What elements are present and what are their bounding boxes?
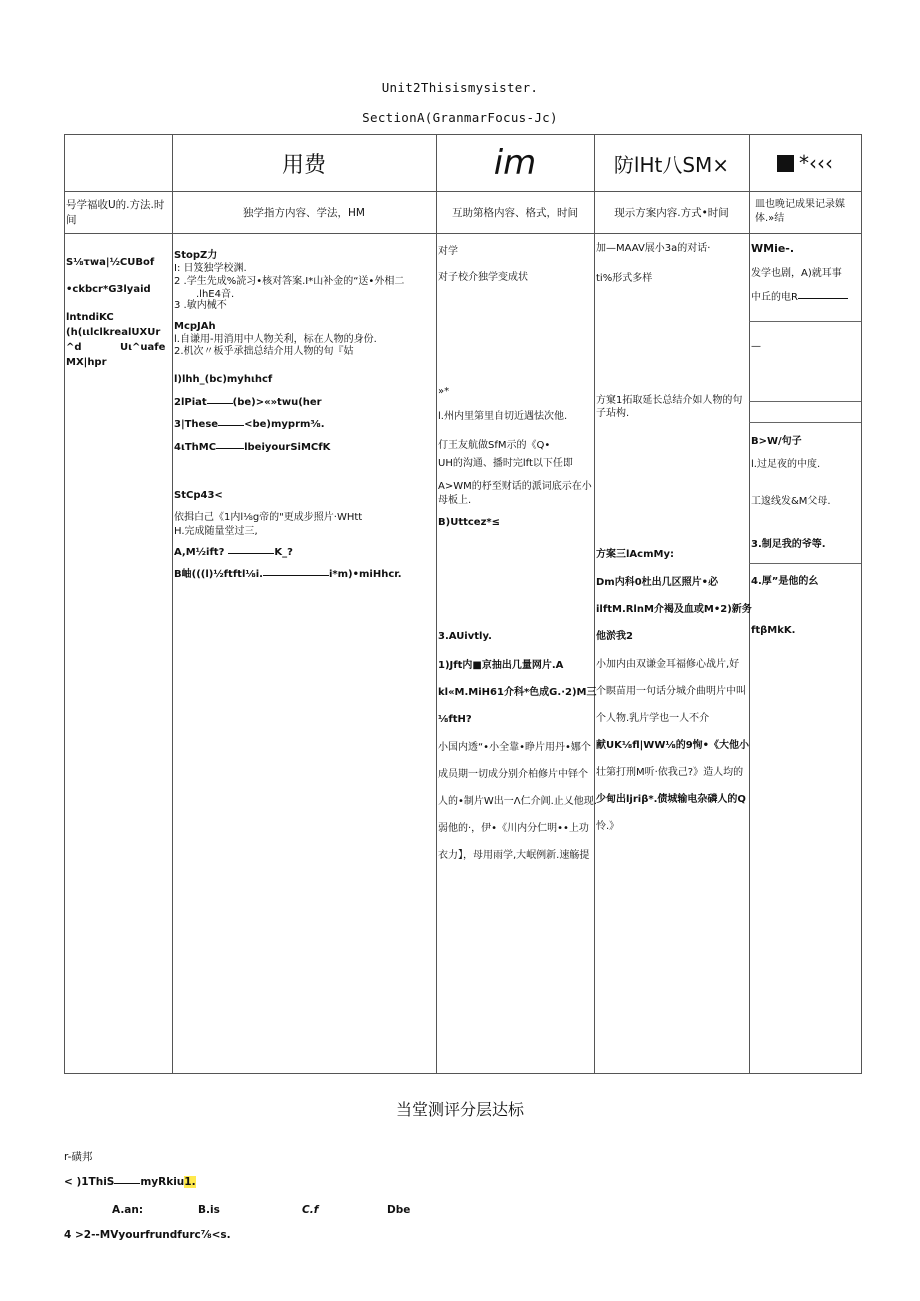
section-title: 当堂测评分层达标 xyxy=(395,1100,524,1119)
document-subtitle: SectionA(GranmarFocus-Jc) xyxy=(362,110,558,125)
header2-cell-1: 号学福收U的.方法.时间 xyxy=(66,199,165,226)
header2-cell-3: 互助第格内容、格式，时间 xyxy=(452,206,578,219)
option-b: B.is xyxy=(198,1204,220,1216)
header-cell-2: 用费 xyxy=(281,152,326,178)
option-c: C.f xyxy=(302,1204,319,1216)
document-title: Unit2Thisismysister. xyxy=(381,80,539,95)
header-cell-3: im xyxy=(493,143,537,183)
section-label: r-磺邦 xyxy=(64,1151,93,1163)
question-2: 4 >2--MVyourfrundfurc⅞<s. xyxy=(64,1229,231,1241)
header2-cell-5: 皿也晚记成果记录媒体.»结 xyxy=(755,199,845,224)
header-cell-5: *‹‹‹ xyxy=(749,135,861,191)
option-d: Dbe xyxy=(387,1204,411,1216)
header2-cell-2: 独学指方内容、学法，HM xyxy=(243,206,365,219)
header-cell-4: 防lHt八SM× xyxy=(613,152,730,177)
header2-cell-4: 现示方案内容.方式•时间 xyxy=(614,206,729,219)
question-1: < )1ThiS myRkiu1. xyxy=(64,1176,196,1188)
black-square-icon xyxy=(777,155,794,172)
option-a: A.an: xyxy=(112,1204,144,1216)
